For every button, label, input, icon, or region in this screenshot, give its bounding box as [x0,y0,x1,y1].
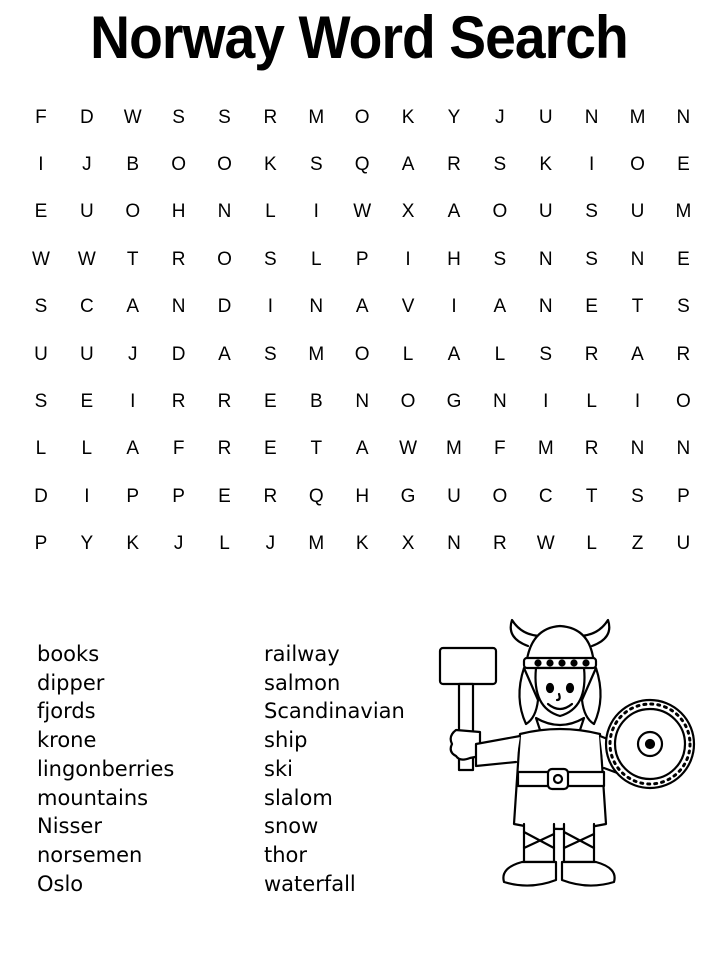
grid-letter: S [309,154,323,176]
grid-letter: H [171,201,186,223]
grid-letter: Q [308,485,324,507]
grid-letter: S [585,201,598,223]
grid-letter: M [446,438,462,460]
grid-letter: M [537,438,554,460]
grid-letter: D [79,106,94,128]
word-list-item: railway [264,642,340,666]
word-list-item: Nisser [37,814,102,839]
grid-letter: U [538,201,553,223]
grid-letter: A [126,296,140,318]
grid-letter: M [675,201,692,223]
grid-letter: R [584,343,599,365]
shield-icon [606,700,694,788]
grid-letter: D [34,485,48,507]
grid-letter: R [676,343,691,365]
grid-letter: J [82,154,92,176]
grid-letter: N [309,296,324,318]
grid-letter: J [173,533,184,555]
grid-letter: M [308,533,325,555]
grid-letter: O [354,106,370,128]
grid-letter: U [447,485,461,507]
grid-letter: S [34,296,48,318]
grid-letter: P [355,248,369,270]
grid-letter: A [631,343,644,365]
grid-letter: O [217,154,232,176]
grid-letter: A [218,343,231,365]
grid-letter: A [355,438,369,460]
grid-letter: L [265,201,276,223]
grid-letter: O [676,391,691,413]
grid-letter: N [447,533,461,555]
grid-letter: J [265,533,276,555]
grid-letter: I [313,201,319,223]
grid-letter: U [676,533,691,555]
grid-letter: W [77,248,96,270]
grid-letter: E [80,391,94,413]
grid-letter: I [267,296,274,318]
grid-letter: O [354,343,370,365]
grid-letter: I [84,485,90,507]
grid-letter: N [630,438,645,460]
word-list-item: fjords [37,699,96,724]
grid-letter: I [588,154,595,176]
grid-letter: C [538,485,553,507]
grid-letter: N [630,248,645,270]
word-list-column-2 [264,640,405,898]
word-list-item: Scandinavian [264,699,405,724]
grid-letter: M [629,106,646,128]
word-list-item: slalom [264,785,333,810]
grid-letter: O [171,154,186,176]
grid-letter: I [451,296,457,318]
grid-letter: R [447,154,461,176]
grid-letter: L [494,343,506,365]
grid-letter: K [355,533,369,555]
grid-letter: S [493,154,507,176]
grid-letter: L [219,533,230,555]
grid-letter: W [353,201,372,223]
word-list-item: books [37,642,100,666]
grid-letter: L [586,533,597,555]
grid-letter: X [401,533,415,555]
grid-letter: N [171,296,186,318]
grid-letter: U [79,201,94,223]
grid-letter: M [308,106,325,128]
grid-letter: R [171,391,186,413]
grid-letter: E [34,201,48,223]
grid-letter: B [126,154,140,176]
grid-letter: P [126,485,140,507]
grid-letter: E [585,296,598,318]
grid-letter: I [543,391,549,413]
word-list-item: thor [264,842,308,867]
grid-letter: E [677,248,690,270]
grid-letter: N [355,391,370,413]
word-list-item: lingonberries [37,756,175,781]
word-list-item: ski [264,756,293,781]
viking-illustration [432,618,710,903]
grid-letter: N [584,106,599,128]
grid-letter: M [308,343,325,365]
word-list-item: snow [264,814,319,839]
grid-letter: P [34,533,48,555]
grid-letter: R [263,106,278,128]
grid-letter: A [126,438,140,460]
grid-letter: D [217,296,232,318]
grid-letter: P [172,485,185,507]
grid-letter: P [677,485,690,507]
grid-letter: L [35,438,47,460]
grid-letter: N [676,438,691,460]
grid-letter: H [355,485,370,507]
grid-letter: I [634,391,641,413]
grid-letter: L [81,438,93,460]
grid-letter: O [125,201,141,223]
grid-letter: O [630,154,645,176]
grid-letter: F [35,106,47,128]
page-title: Norway Word Search [90,4,628,71]
letter-grid [18,94,706,568]
grid-letter: R [217,438,232,460]
grid-letter: A [401,154,415,176]
grid-letter: U [34,343,48,365]
grid-letter: A [447,343,461,365]
word-list-item: salmon [264,670,341,695]
grid-letter: R [217,391,232,413]
grid-letter: J [127,343,138,365]
grid-letter: T [310,438,323,460]
grid-letter: U [79,343,94,365]
grid-letter: R [584,438,599,460]
grid-letter: N [492,391,507,413]
grid-letter: N [217,201,232,223]
grid-letter: S [677,296,690,318]
grid-letter: A [447,201,461,223]
word-list-column-1 [37,640,174,898]
grid-letter: T [585,485,598,507]
grid-letter: W [536,533,555,555]
grid-letter: W [399,438,418,460]
grid-letter: Y [80,533,94,555]
grid-letter: X [401,201,415,223]
grid-letter: L [586,391,597,413]
grid-letter: G [446,391,462,413]
grid-letter: K [264,154,277,176]
grid-letter: W [123,106,142,128]
grid-letter: N [538,296,553,318]
grid-letter: V [401,296,415,318]
grid-letter: Y [447,106,461,128]
word-list-item: dipper [37,670,105,695]
grid-letter: K [401,106,415,128]
grid-letter: T [631,296,644,318]
grid-letter: K [126,533,140,555]
grid-letter: H [447,248,461,270]
grid-letter: E [677,154,690,176]
grid-letter: O [492,485,508,507]
word-list-item: ship [264,728,308,753]
grid-letter: C [79,296,94,318]
grid-letter: S [539,343,553,365]
grid-letter: D [171,343,186,365]
grid-letter: R [263,485,278,507]
grid-letter: N [676,106,691,128]
grid-letter: F [172,438,185,460]
grid-letter: S [264,248,277,270]
grid-letter: J [495,106,505,128]
grid-letter: L [311,248,322,270]
grid-letter: S [34,391,48,413]
grid-letter: U [630,201,645,223]
grid-letter: E [218,485,231,507]
grid-letter: E [264,391,277,413]
grid-letter: S [585,248,598,270]
grid-letter: I [130,391,136,413]
grid-letter: Z [631,533,644,555]
grid-letter: U [538,106,553,128]
grid-letter: R [171,248,186,270]
grid-letter: S [631,485,644,507]
grid-letter: W [31,248,50,270]
grid-letter: O [217,248,232,270]
word-list-item: krone [37,728,97,753]
grid-letter: T [126,248,139,270]
grid-letter: I [38,154,44,176]
grid-letter: E [264,438,277,460]
grid-letter: B [309,391,323,413]
word-list-item: norsemen [37,842,143,867]
grid-letter: F [494,438,506,460]
grid-letter: N [538,248,553,270]
grid-letter: S [493,248,507,270]
grid-letter: Q [354,154,370,176]
grid-letter: S [264,343,277,365]
grid-letter: G [400,485,416,507]
grid-letter: L [402,343,414,365]
word-list-item: Oslo [37,871,84,896]
grid-letter: A [493,296,507,318]
word-list-item: mountains [37,785,149,810]
grid-letter: O [492,201,508,223]
grid-letter: S [218,106,231,128]
grid-letter: I [405,248,411,270]
grid-letter: O [400,391,416,413]
grid-letter: K [539,154,553,176]
grid-letter: R [492,533,507,555]
grid-letter: A [355,296,369,318]
grid-letter: S [172,106,185,128]
word-list-item: waterfall [264,871,356,896]
